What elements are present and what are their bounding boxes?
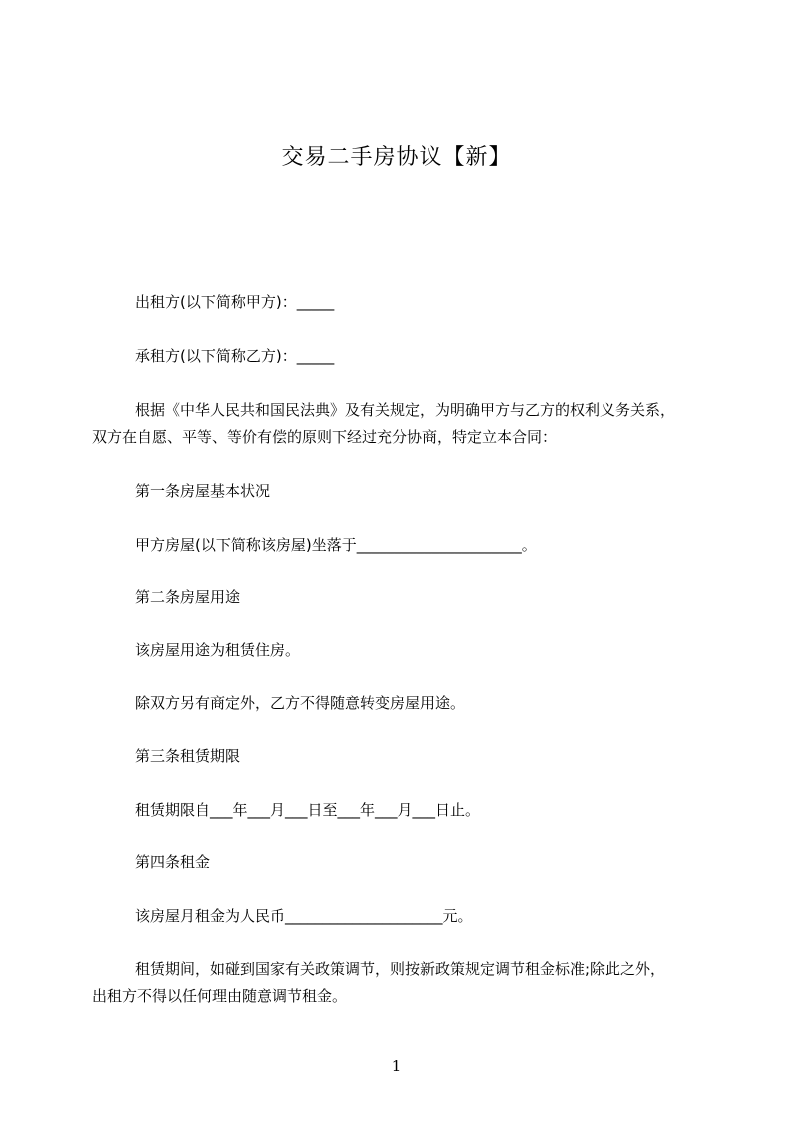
lessee-line: 承租方(以下简称乙方)：_____ [135,347,335,365]
article-2-purpose: 该房屋用途为租赁住房。 [135,641,301,659]
lessor-line: 出租方(以下简称甲方)：_____ [135,293,335,311]
article-2-heading: 第二条房屋用途 [135,588,241,606]
preamble-line-1: 根据《中华人民共和国民法典》及有关规定，为明确甲方与乙方的权利义务关系， [135,401,676,419]
article-4-heading: 第四条租金 [135,853,211,871]
page-number: 1 [391,1057,402,1075]
article-4-adjust-line-2: 出租方不得以任何理由随意调节租金。 [92,987,348,1005]
article-1-heading: 第一条房屋基本状况 [135,482,271,500]
article-3-term: 租赁期限自___年___月___日至___年___月___日止。 [135,801,481,819]
article-1-location: 甲方房屋(以下简称该房屋)坐落于______________________。 [135,536,537,554]
article-3-heading: 第三条租赁期限 [135,747,241,765]
article-2-restriction: 除双方另有商定外，乙方不得随意转变房屋用途。 [135,694,466,712]
preamble-line-2: 双方在自愿、平等、等价有偿的原则下经过充分协商，特定立本合同： [92,428,558,446]
document-title: 交易二手房协议【新】 [281,145,512,170]
article-4-rent: 该房屋月租金为人民币_____________________元。 [135,907,473,925]
article-4-adjust-line-1: 租赁期间，如碰到国家有关政策调节，则按新政策规定调节租金标准;除此之外， [135,960,666,978]
